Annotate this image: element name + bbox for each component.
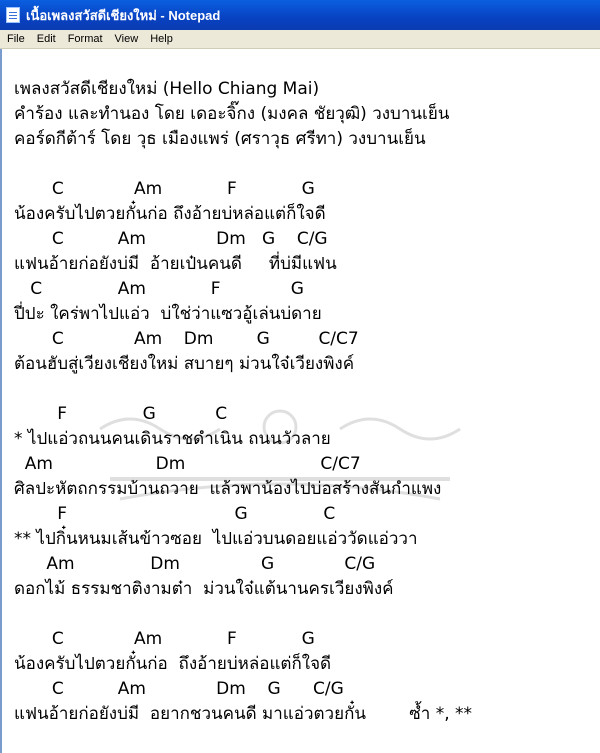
lyric-line: ปี่ปะ ใคร่พาไปแอ่ว บ่ใช่ว่าแซวอู้เล่นบ่ดาย xyxy=(14,304,322,324)
lyric-line: ** ไปกิ๋นหนมเส้นข้าวซอย ไปแอ่วบนดอยแอ่ววัดแอ่ววา xyxy=(14,529,418,549)
menu-view[interactable]: View xyxy=(114,33,139,45)
lyric-line: น้องครับไปตวยกั๋นก่อ ถึงอ้ายบ่หล่อแต่ก็ใจดี xyxy=(14,654,332,674)
window-title: เนื้อเพลงสวัสดีเชียงใหม่ - Notepad xyxy=(26,7,221,23)
text-line: คอร์ดกีต้าร์ โดย วุธ เมืองแพร่ (ศราวุธ ศรีทา) วงบานเย็น xyxy=(14,129,426,149)
menu-help[interactable]: Help xyxy=(150,33,173,45)
text-line xyxy=(14,152,600,177)
chord-line: C Am Dm G C/G xyxy=(14,229,328,249)
menu-file[interactable]: File xyxy=(7,33,25,45)
menu-edit[interactable]: Edit xyxy=(36,33,56,45)
chord-line: C Am F G xyxy=(14,179,315,199)
lyric-line: * ไปแอ่วถนนคนเดินราชดำเนิน ถนนวัวลาย xyxy=(14,429,331,449)
lyric-line: ต้อนฮับสู่เวียงเชียงใหม่ สบายๆ ม่วนใจ๋เวียงพิงค์ xyxy=(14,354,355,374)
lyric-line: ศิลปะหัตถกรรมบ้านถวาย แล้วพาน้องไปบ่อสร้างสันกำแพง xyxy=(14,479,442,499)
chord-line: C Am F G xyxy=(14,279,304,299)
chord-line: Am Dm C/C7 xyxy=(14,454,361,474)
text-line xyxy=(14,377,600,402)
menu-format[interactable]: Format xyxy=(67,33,103,45)
lyric-line: แฟนอ้ายก่อยังบ่มี อยากชวนคนดี มาแอ่วตวยกั๋น ซ้ำ *, ** xyxy=(14,704,473,724)
chord-line: F G C xyxy=(14,404,228,424)
title-bar[interactable] xyxy=(0,0,600,30)
text-line: เพลงสวัสดีเชียงใหม่ (Hello Chiang Mai) xyxy=(14,79,320,99)
lyric-line: แฟนอ้ายก่อยังบ่มี อ้ายเป๋นคนดี ที่บ่มีแฟน xyxy=(14,254,337,274)
text-editor-area[interactable] xyxy=(0,49,600,753)
menu-bar xyxy=(0,30,600,49)
chord-line: Am Dm G C/G xyxy=(14,554,376,574)
lyric-line: ดอกไม้ ธรรมชาติงามต๋า ม่วนใจ๋แต้นานครเวียงพิงค์ xyxy=(14,579,394,599)
notepad-icon xyxy=(6,7,20,23)
chord-line: F G C xyxy=(14,504,336,524)
chord-line: C Am Dm G C/G xyxy=(14,679,344,699)
text-line xyxy=(14,602,600,627)
lyric-line: น้องครับไปตวยกั๋นก่อ ถึงอ้ายบ่หล่อแต่ก็ใจดี xyxy=(14,204,326,224)
text-line: คำร้อง และทำนอง โดย เดอะจิ๊กง (มงคล ชัยวุฒิ) วงบานเย็น xyxy=(14,104,450,124)
chord-line: C Am Dm G C/C7 xyxy=(14,329,359,349)
chord-line: C Am F G xyxy=(14,629,315,649)
